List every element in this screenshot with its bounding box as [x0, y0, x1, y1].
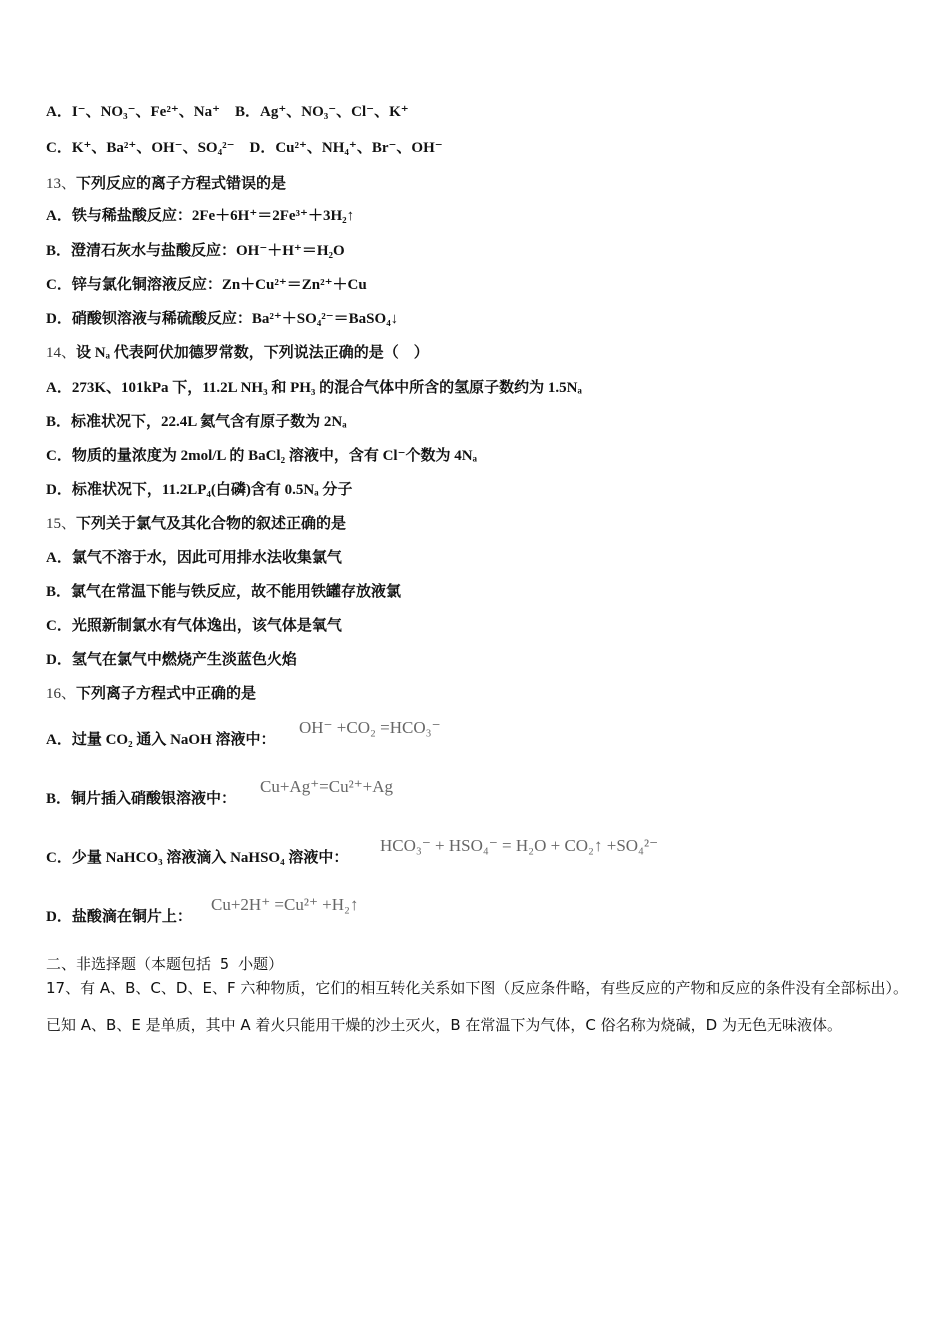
q16-stem-text: 下列离子方程式中正确的是 — [76, 686, 257, 702]
q16-option-d-equation: Cu+2H⁺ =Cu²⁺ +H₂↑ — [211, 895, 359, 914]
q15-option-b: B．氯气在常温下能与铁反应，故不能用铁罐存放液氯 — [46, 584, 402, 600]
q14-option-d: D．标准状况下，11.2LP₄(白磷)含有 0.5Nₐ 分子 — [46, 482, 353, 498]
q13-option-d: D．硝酸钡溶液与稀硫酸反应：Ba²⁺＋SO₄²⁻＝BaSO₄↓ — [46, 311, 399, 327]
q16-option-b-label: B．铜片插入硝酸银溶液中： — [46, 791, 237, 807]
q13-stem-text: 下列反应的离子方程式错误的是 — [76, 176, 287, 192]
q13-option-a: A．铁与稀盐酸反应：2Fe＋6H⁺＝2Fe³⁺＋3H₂↑ — [46, 208, 355, 224]
q14-number: 14、 — [46, 345, 77, 361]
q14-option-a: A．273K、101kPa 下，11.2L NH₃ 和 PH₃ 的混合气体中所含的氢原子数约为 1.5Nₐ — [46, 380, 582, 396]
q14-option-c: C．物质的量浓度为 2mol/L 的 BaCl₂ 溶液中，含有 Cl⁻个数为 4Nₐ — [46, 448, 477, 464]
q16-option-c-equation: HCO₃⁻ + HSO₄⁻ = H₂O + CO₂↑ +SO₄²⁻ — [380, 836, 659, 855]
section-heading: 二、非选择题（本题包括 5 小题） — [46, 955, 284, 973]
q16-option-a-label: A．过量 CO₂ 通入 NaOH 溶液中： — [46, 732, 276, 748]
q16-option-c-label: C．少量 NaHCO₃ 溶液滴入 NaHSO₄ 溶液中： — [46, 850, 349, 866]
q16-option-a-equation: OH⁻ +CO₂ =HCO₃⁻ — [299, 718, 441, 737]
q14-option-b: B．标准状况下，22.4L 氦气含有原子数为 2Nₐ — [46, 414, 347, 430]
q16-option-d-label: D．盐酸滴在铜片上： — [46, 909, 192, 925]
q15-option-a: A．氯气不溶于水，因此可用排水法收集氯气 — [46, 550, 342, 566]
q17-text: 17、有 A、B、C、D、E、F 六种物质，它们的相互转化关系如下图（反应条件略，有些反应的产物和反应的条件没有全部标出）。已知 A、B、E 是单质，其中 A 着火只能用干燥的沙土灭火，B 在常温下为气体，C 俗名称为烧碱，D 为无色无味液体。 — [46, 979, 908, 1034]
q12-options-row2: C．K⁺、Ba²⁺、OH⁻、SO₄²⁻ D．Cu²⁺、NH₄⁺、Br⁻、OH⁻ — [46, 140, 443, 156]
q16-number: 16、 — [46, 686, 77, 702]
q16-stem — [46, 684, 256, 704]
q13-stem — [46, 174, 286, 194]
q15-option-d: D．氢气在氯气中燃烧产生淡蓝色火焰 — [46, 652, 297, 668]
q14-stem — [46, 343, 429, 363]
q13-option-b: B．澄清石灰水与盐酸反应：OH⁻＋H⁺＝H₂O — [46, 243, 345, 259]
q15-stem — [46, 514, 346, 534]
q15-option-c: C．光照新制氯水有气体逸出，该气体是氧气 — [46, 618, 342, 634]
q15-number: 15、 — [46, 516, 77, 532]
q16-option-b-equation: Cu+Ag⁺=Cu²⁺+Ag — [260, 777, 394, 796]
q13-option-c: C．锌与氯化铜溶液反应：Zn＋Cu²⁺＝Zn²⁺＋Cu — [46, 277, 367, 293]
q15-stem-text: 下列关于氯气及其化合物的叙述正确的是 — [76, 516, 347, 532]
q13-number: 13、 — [46, 176, 77, 192]
q12-options-row1: A．I⁻、NO₃⁻、Fe²⁺、Na⁺ B．Ag⁺、NO₃⁻、Cl⁻、K⁺ — [46, 104, 409, 120]
q14-stem-text: 设 Nₐ 代表阿伏加德罗常数，下列说法正确的是（ ） — [76, 345, 429, 361]
